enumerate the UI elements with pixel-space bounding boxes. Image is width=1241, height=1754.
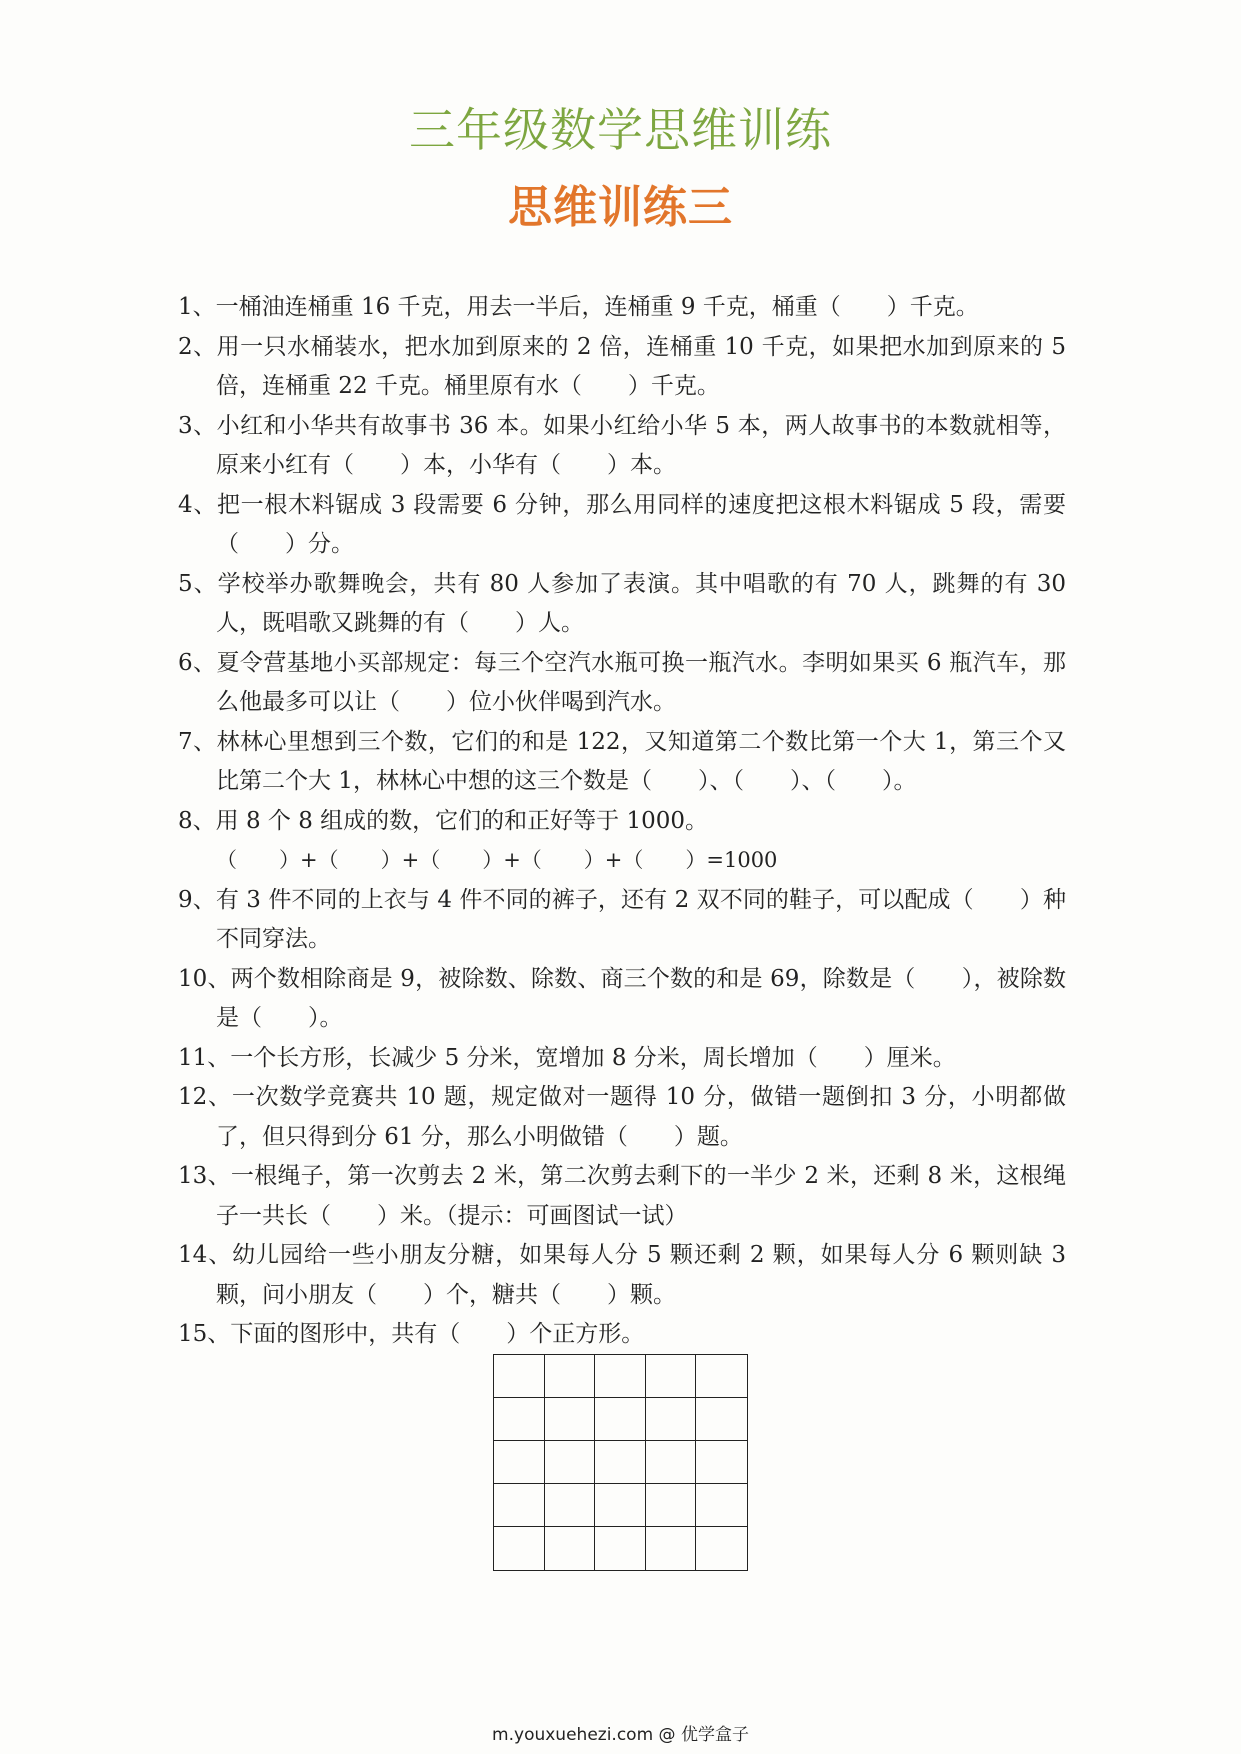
question-number: 10、 (178, 965, 231, 992)
question-4 (178, 486, 1066, 565)
grid-cell (545, 1398, 596, 1441)
question-15 (178, 1315, 1066, 1355)
question-number: 3、 (178, 412, 217, 439)
question-3 (178, 407, 1066, 486)
grid-cell (494, 1441, 545, 1484)
grid-cell (696, 1484, 747, 1527)
question-14 (178, 1236, 1066, 1315)
question-text: 用 8 个 8 组成的数，它们的和正好等于 1000。 (215, 807, 708, 834)
question-list (178, 288, 1066, 1355)
question-6 (178, 644, 1066, 723)
question-10 (178, 960, 1066, 1039)
question-text: 幼儿园给一些小朋友分糖，如果每人分 5 颗还剩 2 颗，如果每人分 6 颗则缺 3 颗，问小朋友（ ）个，糖共（ ）颗。 (216, 1242, 1066, 1308)
question-number: 5、 (178, 570, 218, 597)
question-number: 11、 (178, 1044, 231, 1071)
question-text: 用一只水桶装水，把水加到原来的 2 倍，连桶重 10 千克，如果把水加到原来的 5 倍，连桶重 22 千克。桶里原有水（ ）千克。 (216, 333, 1066, 399)
question-text: 有 3 件不同的上衣与 4 件不同的裤子，还有 2 双不同的鞋子，可以配成（ ）种不同穿法。 (215, 886, 1066, 952)
grid-cell (696, 1527, 747, 1570)
question-12 (178, 1078, 1066, 1157)
question-text: 小红和小华共有故事书 36 本。如果小红给小华 5 本，两人故事书的本数就相等，原来小红有（ ）本，小华有（ ）本。 (216, 412, 1066, 478)
question-text: 一桶油连桶重 16 千克，用去一半后，连桶重 9 千克，桶重（ ）千克。 (215, 294, 979, 320)
question-9 (178, 881, 1066, 960)
question-13 (178, 1157, 1066, 1236)
question-number: 13、 (178, 1163, 231, 1189)
question-text: 把一根木料锯成 3 段需要 6 分钟，那么用同样的速度把这根木料锯成 5 段，需要（ ）分。 (216, 491, 1066, 557)
question-2 (178, 328, 1066, 407)
question-text: 一次数学竞赛共 10 题，规定做对一题得 10 分，做错一题倒扣 3 分，小明都做了，但只得到分 61 分，那么小明做错（ ）题。 (216, 1084, 1066, 1150)
grid-cell (595, 1441, 646, 1484)
question-text: 两个数相除商是 9，被除数、除数、商三个数的和是 69，除数是（ ），被除数是（ ）。 (216, 965, 1066, 1031)
question-number: 2、 (178, 333, 217, 360)
grid-cell (646, 1398, 697, 1441)
question-8-equation: （ ）+（ ）+（ ）+（ ）+（ ）=1000 (216, 848, 778, 872)
square-grid-figure (493, 1354, 748, 1571)
question-number: 4、 (178, 491, 217, 518)
question-text: 一个长方形，长减少 5 分米，宽增加 8 分米，周长增加（ ）厘米。 (230, 1044, 956, 1071)
grid-cell (494, 1527, 545, 1570)
question-number: 7、 (178, 728, 217, 755)
grid-cell (595, 1355, 646, 1398)
grid-cell (646, 1527, 697, 1570)
question-8 (178, 802, 1066, 842)
question-text: 下面的图形中，共有（ ）个正方形。 (230, 1321, 645, 1347)
grid-cell (545, 1441, 596, 1484)
grid-cell (545, 1484, 596, 1527)
footer-watermark: m.youxuehezi.com @ 优学盒子 (492, 1725, 749, 1745)
grid-cell (696, 1398, 747, 1441)
question-number: 15、 (178, 1321, 231, 1347)
grid-cell (494, 1355, 545, 1398)
question-number: 8、 (178, 807, 216, 834)
grid-cell (494, 1484, 545, 1527)
question-number: 9、 (178, 886, 216, 913)
question-number: 12、 (178, 1084, 232, 1110)
question-11 (178, 1039, 1066, 1079)
question-number: 6、 (178, 649, 217, 676)
question-number: 14、 (178, 1242, 233, 1268)
grid-cell (595, 1398, 646, 1441)
question-text: 夏令营基地小买部规定：每三个空汽水瓶可换一瓶汽水。李明如果买 6 瓶汽车，那么他最多可以让（ ）位小伙伴喝到汽水。 (216, 649, 1066, 715)
grid-cell (646, 1484, 697, 1527)
question-5 (178, 565, 1066, 644)
question-text: 一根绳子，第一次剪去 2 米，第二次剪去剩下的一半少 2 米，还剩 8 米，这根绳子一共长（ ）米。（提示：可画图试一试） (216, 1163, 1066, 1229)
grid-cell (545, 1355, 596, 1398)
grid-cell (646, 1441, 697, 1484)
page-subtitle: 思维训练三 (508, 182, 733, 233)
question-7 (178, 723, 1066, 802)
question-text: 学校举办歌舞晚会，共有 80 人参加了表演。其中唱歌的有 70 人，跳舞的有 30 人，既唱歌又跳舞的有（ ）人。 (216, 570, 1067, 636)
question-text: 林林心里想到三个数，它们的和是 122，又知道第二个数比第一个大 1，第三个又比第二个大 1，林林心中想的这三个数是（ ）、（ ）、（ ）。 (216, 728, 1066, 794)
grid-cell (545, 1527, 596, 1570)
grid-cell (646, 1355, 697, 1398)
question-number: 1、 (178, 294, 216, 320)
grid-cell (595, 1484, 646, 1527)
page-title: 三年级数学思维训练 (409, 103, 832, 157)
grid-cell (696, 1441, 747, 1484)
grid-cell (494, 1398, 545, 1441)
grid-cell (595, 1527, 646, 1570)
question-1 (178, 288, 1066, 328)
grid-cell (696, 1355, 747, 1398)
